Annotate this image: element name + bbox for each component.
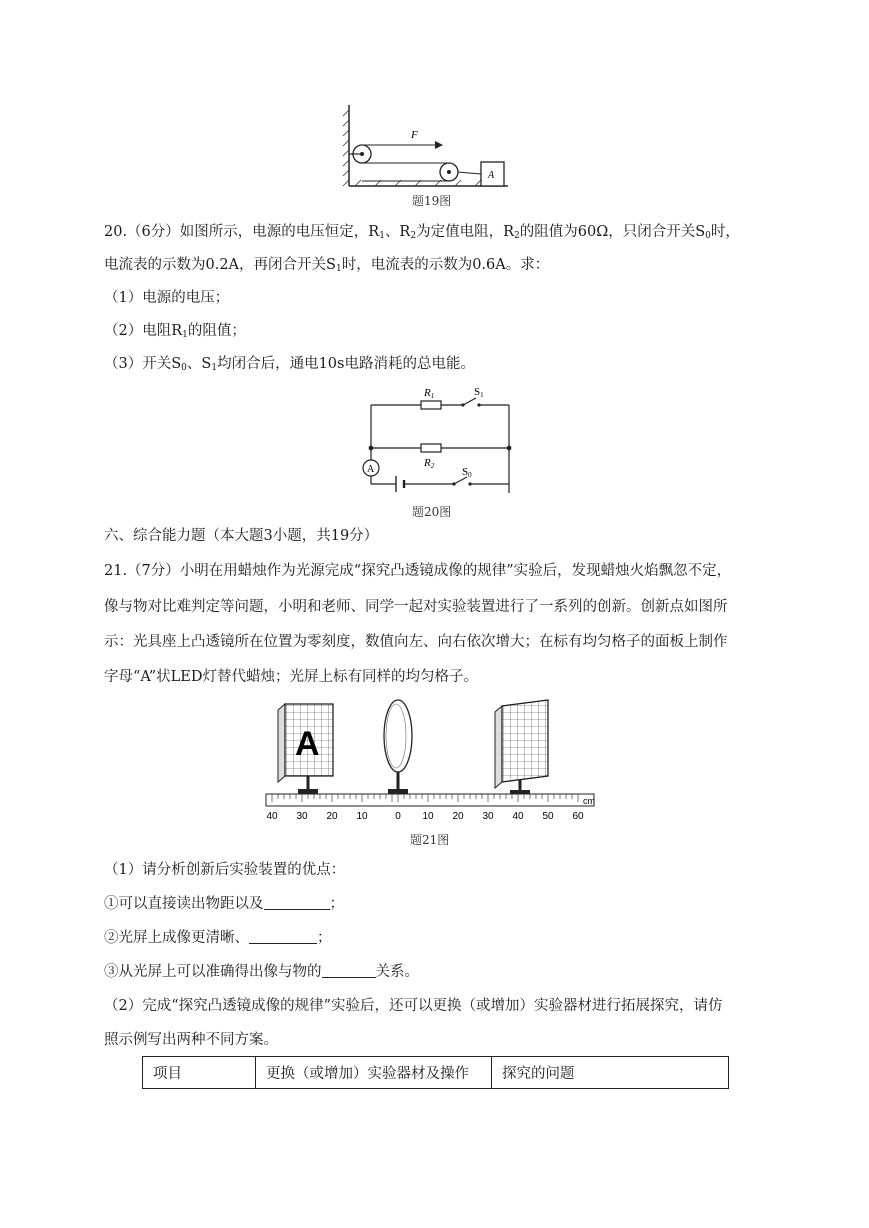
table-header-item: 项目 (143, 1057, 256, 1089)
answer-blank-1[interactable] (264, 895, 330, 910)
q21-part-2-line-2: 照示例写出两种不同方案。 (104, 1032, 278, 1048)
s1-label: S1 (474, 386, 484, 399)
scale-label: 10 (422, 811, 434, 822)
block-label: A (488, 170, 495, 181)
convex-lens (384, 700, 412, 794)
q21-answer-1: ①可以直接读出物距以及 ； (104, 896, 344, 912)
q20-line-2: 电流表的示数为0.2A，再闭合开关$S_1$时，电流表的示数为0.6A。求： (104, 257, 550, 274)
q21-part-2-line-1: （2）完成“探究凸透镜成像的规律”实验后，还可以更换（或增加）实验器材进行拓展探究，请仿 (104, 998, 723, 1014)
led-letter-a: A (295, 725, 320, 763)
q21-answer-3: ③从光屏上可以准确得出像与物的 关系。 (104, 964, 419, 980)
scale-label: 20 (326, 811, 338, 822)
table-header-operation: 更换（或增加）实验器材及操作 (256, 1057, 492, 1089)
scale-label: 30 (296, 811, 308, 822)
q20-line-1: 20.（6分）如图所示，电源的电压恒定，$R_1$、$R_2$为定值电阻，$R_2$的阻值为60Ω，只闭合开关$S_0$时， (104, 224, 740, 241)
q21-paragraph-line-3: 示：光具座上凸透镜所在位置为零刻度，数值向左、向右依次增大；在标有均匀格子的面板上制作 (104, 634, 728, 650)
figure-20-circuit-diagram (352, 378, 527, 506)
plan-table (142, 1056, 729, 1089)
scale-label: 60 (572, 811, 584, 822)
figure-19-caption: 题19图 (412, 194, 452, 208)
ammeter-label: A (367, 464, 375, 475)
q20-item-3: （3）开关$S_0$、$S_1$均闭合后，通电10s电路消耗的总电能。 (104, 356, 475, 373)
scale-label: 20 (452, 811, 464, 822)
scale-label: 40 (266, 811, 278, 822)
s0-label: S0 (462, 466, 472, 479)
q21-paragraph-line-2: 像与物对比难判定等问题，小明和老师、同学一起对实验装置进行了一系列的创新。创新点如图所 (104, 599, 728, 615)
scale-label: 0 (395, 811, 401, 822)
q21-paragraph-line-4: 字母“A”状LED灯替代蜡烛；光屏上标有同样的均匀格子。 (104, 669, 479, 685)
q20-item-1: （1）电源的电压； (104, 290, 230, 306)
scale-label: 30 (482, 811, 494, 822)
led-object-panel (278, 704, 333, 794)
light-screen (495, 700, 548, 795)
figure-21-optical-bench (258, 698, 616, 830)
q20-item-2: （2）电阻$R_1$的阻值； (104, 323, 246, 340)
r1-label: R1 (424, 387, 435, 400)
table-header-question: 探究的问题 (492, 1057, 729, 1089)
r2-label: R2 (424, 457, 435, 470)
q21-part-1: （1）请分析创新后实验装置的优点： (104, 862, 346, 878)
figure-20-caption: 题20图 (412, 505, 452, 519)
section-6-heading: 六、综合能力题（本大题3小题，共19分） (104, 528, 379, 544)
q21-paragraph-line-1: 21.（7分）小明在用蜡烛作为光源完成“探究凸透镜成像的规律”实验后，发现蜡烛火焰飘忽不定， (104, 563, 732, 579)
unit-label: cm (583, 796, 595, 806)
answer-blank-2[interactable] (249, 929, 317, 944)
q21-answer-2: ②光屏上成像更清晰、 ； (104, 930, 332, 946)
scale-label: 40 (512, 811, 524, 822)
scale-label: 50 (542, 811, 554, 822)
plan-table-header-row (143, 1057, 729, 1089)
answer-blank-3[interactable] (322, 963, 376, 978)
force-label: F (411, 129, 418, 141)
figure-21-caption: 题21图 (410, 833, 450, 847)
scale-label: 10 (356, 811, 368, 822)
